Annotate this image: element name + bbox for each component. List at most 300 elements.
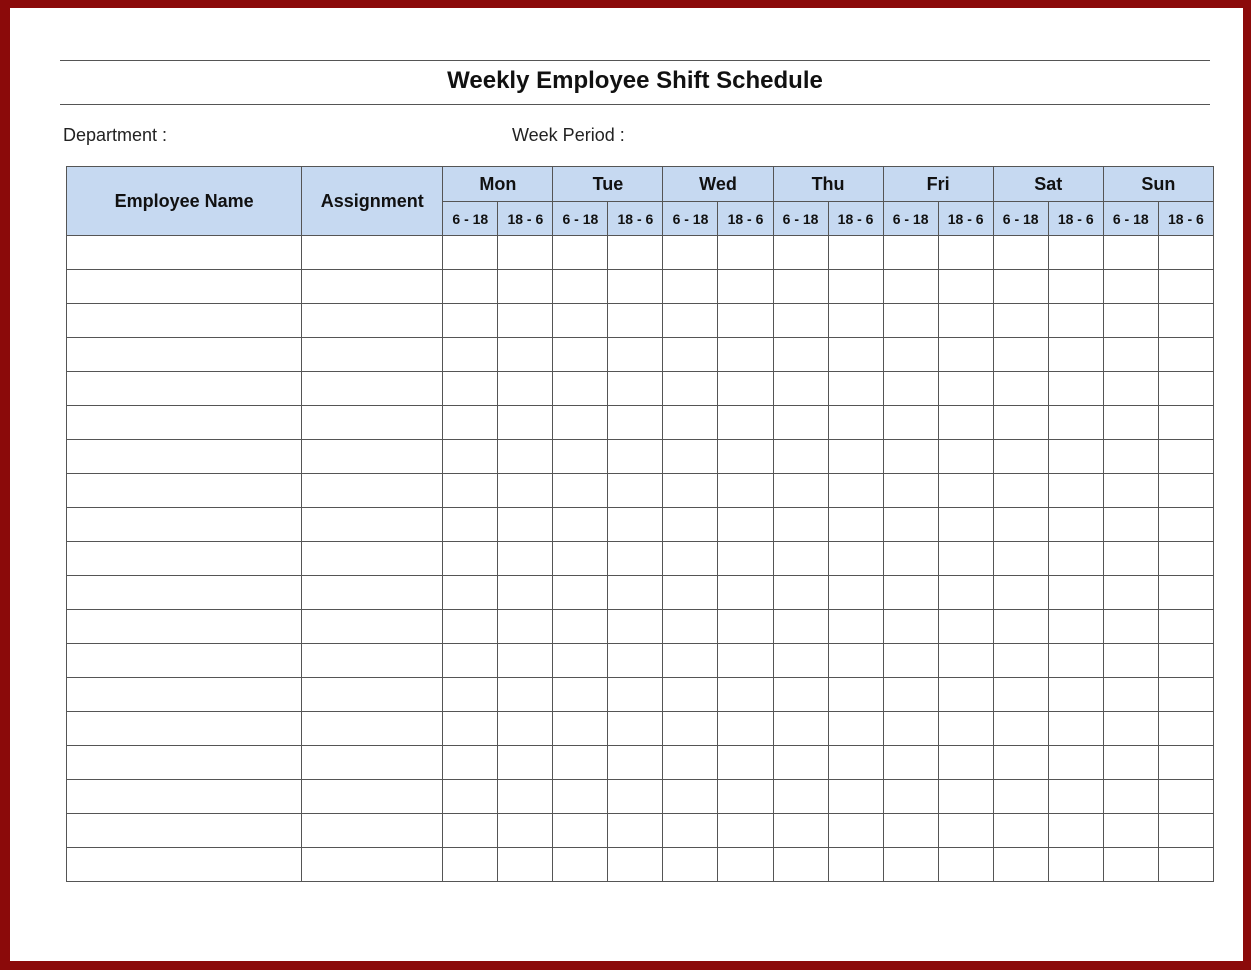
shift-cell[interactable] — [498, 304, 553, 338]
shift-cell[interactable] — [498, 270, 553, 304]
shift-cell[interactable] — [1103, 746, 1158, 780]
shift-cell[interactable] — [1103, 440, 1158, 474]
shift-cell[interactable] — [938, 712, 993, 746]
shift-cell[interactable] — [718, 338, 773, 372]
shift-cell[interactable] — [993, 780, 1048, 814]
employee-name-cell[interactable] — [67, 304, 302, 338]
shift-cell[interactable] — [883, 474, 938, 508]
shift-cell[interactable] — [608, 610, 663, 644]
shift-cell[interactable] — [828, 440, 883, 474]
shift-cell[interactable] — [608, 236, 663, 270]
shift-cell[interactable] — [828, 474, 883, 508]
shift-cell[interactable] — [1103, 814, 1158, 848]
shift-cell[interactable] — [663, 270, 718, 304]
shift-cell[interactable] — [608, 678, 663, 712]
shift-cell[interactable] — [993, 678, 1048, 712]
shift-cell[interactable] — [608, 780, 663, 814]
shift-cell[interactable] — [718, 372, 773, 406]
shift-cell[interactable] — [938, 678, 993, 712]
shift-cell[interactable] — [883, 576, 938, 610]
shift-cell[interactable] — [938, 746, 993, 780]
shift-cell[interactable] — [718, 542, 773, 576]
shift-cell[interactable] — [663, 746, 718, 780]
assignment-cell[interactable] — [302, 848, 443, 882]
shift-cell[interactable] — [498, 236, 553, 270]
shift-cell[interactable] — [718, 746, 773, 780]
shift-cell[interactable] — [1103, 610, 1158, 644]
shift-cell[interactable] — [773, 576, 828, 610]
shift-cell[interactable] — [553, 610, 608, 644]
shift-cell[interactable] — [1048, 542, 1103, 576]
shift-cell[interactable] — [993, 712, 1048, 746]
shift-cell[interactable] — [1048, 236, 1103, 270]
shift-cell[interactable] — [1048, 712, 1103, 746]
shift-cell[interactable] — [1158, 678, 1213, 712]
assignment-cell[interactable] — [302, 712, 443, 746]
shift-cell[interactable] — [993, 270, 1048, 304]
shift-cell[interactable] — [993, 610, 1048, 644]
shift-cell[interactable] — [1103, 372, 1158, 406]
shift-cell[interactable] — [553, 508, 608, 542]
shift-cell[interactable] — [1103, 270, 1158, 304]
shift-cell[interactable] — [773, 610, 828, 644]
shift-cell[interactable] — [993, 236, 1048, 270]
assignment-cell[interactable] — [302, 304, 443, 338]
shift-cell[interactable] — [828, 576, 883, 610]
shift-cell[interactable] — [663, 576, 718, 610]
shift-cell[interactable] — [1158, 304, 1213, 338]
shift-cell[interactable] — [883, 610, 938, 644]
shift-cell[interactable] — [1048, 848, 1103, 882]
shift-cell[interactable] — [828, 610, 883, 644]
shift-cell[interactable] — [498, 406, 553, 440]
shift-cell[interactable] — [938, 406, 993, 440]
shift-cell[interactable] — [553, 406, 608, 440]
shift-cell[interactable] — [1158, 814, 1213, 848]
shift-cell[interactable] — [663, 848, 718, 882]
shift-cell[interactable] — [1048, 372, 1103, 406]
shift-cell[interactable] — [1103, 474, 1158, 508]
shift-cell[interactable] — [883, 508, 938, 542]
shift-cell[interactable] — [828, 236, 883, 270]
shift-cell[interactable] — [883, 780, 938, 814]
shift-cell[interactable] — [773, 406, 828, 440]
shift-cell[interactable] — [1103, 848, 1158, 882]
shift-cell[interactable] — [498, 338, 553, 372]
assignment-cell[interactable] — [302, 236, 443, 270]
assignment-cell[interactable] — [302, 780, 443, 814]
shift-cell[interactable] — [1103, 780, 1158, 814]
shift-cell[interactable] — [608, 474, 663, 508]
shift-cell[interactable] — [663, 508, 718, 542]
shift-cell[interactable] — [443, 644, 498, 678]
shift-cell[interactable] — [1103, 678, 1158, 712]
shift-cell[interactable] — [993, 338, 1048, 372]
shift-cell[interactable] — [553, 746, 608, 780]
shift-cell[interactable] — [663, 338, 718, 372]
shift-cell[interactable] — [553, 304, 608, 338]
shift-cell[interactable] — [938, 780, 993, 814]
shift-cell[interactable] — [773, 338, 828, 372]
shift-cell[interactable] — [883, 848, 938, 882]
shift-cell[interactable] — [498, 814, 553, 848]
shift-cell[interactable] — [498, 610, 553, 644]
shift-cell[interactable] — [608, 338, 663, 372]
shift-cell[interactable] — [938, 610, 993, 644]
employee-name-cell[interactable] — [67, 508, 302, 542]
shift-cell[interactable] — [883, 270, 938, 304]
shift-cell[interactable] — [1103, 236, 1158, 270]
employee-name-cell[interactable] — [67, 712, 302, 746]
shift-cell[interactable] — [938, 304, 993, 338]
shift-cell[interactable] — [498, 474, 553, 508]
assignment-cell[interactable] — [302, 542, 443, 576]
shift-cell[interactable] — [553, 542, 608, 576]
shift-cell[interactable] — [883, 236, 938, 270]
shift-cell[interactable] — [883, 644, 938, 678]
shift-cell[interactable] — [718, 576, 773, 610]
employee-name-cell[interactable] — [67, 406, 302, 440]
shift-cell[interactable] — [938, 508, 993, 542]
shift-cell[interactable] — [1158, 270, 1213, 304]
shift-cell[interactable] — [498, 576, 553, 610]
shift-cell[interactable] — [553, 440, 608, 474]
employee-name-cell[interactable] — [67, 474, 302, 508]
assignment-cell[interactable] — [302, 508, 443, 542]
shift-cell[interactable] — [718, 406, 773, 440]
shift-cell[interactable] — [773, 542, 828, 576]
shift-cell[interactable] — [498, 678, 553, 712]
shift-cell[interactable] — [553, 474, 608, 508]
shift-cell[interactable] — [828, 678, 883, 712]
shift-cell[interactable] — [553, 780, 608, 814]
shift-cell[interactable] — [773, 746, 828, 780]
shift-cell[interactable] — [773, 474, 828, 508]
shift-cell[interactable] — [828, 746, 883, 780]
assignment-cell[interactable] — [302, 576, 443, 610]
shift-cell[interactable] — [883, 372, 938, 406]
shift-cell[interactable] — [1158, 610, 1213, 644]
shift-cell[interactable] — [1048, 508, 1103, 542]
shift-cell[interactable] — [443, 508, 498, 542]
shift-cell[interactable] — [993, 474, 1048, 508]
shift-cell[interactable] — [938, 848, 993, 882]
shift-cell[interactable] — [718, 236, 773, 270]
shift-cell[interactable] — [993, 542, 1048, 576]
employee-name-cell[interactable] — [67, 848, 302, 882]
shift-cell[interactable] — [1103, 712, 1158, 746]
shift-cell[interactable] — [828, 508, 883, 542]
shift-cell[interactable] — [1103, 304, 1158, 338]
shift-cell[interactable] — [883, 338, 938, 372]
shift-cell[interactable] — [1158, 644, 1213, 678]
shift-cell[interactable] — [663, 814, 718, 848]
assignment-cell[interactable] — [302, 610, 443, 644]
shift-cell[interactable] — [1103, 338, 1158, 372]
shift-cell[interactable] — [993, 440, 1048, 474]
shift-cell[interactable] — [663, 406, 718, 440]
shift-cell[interactable] — [608, 508, 663, 542]
shift-cell[interactable] — [443, 814, 498, 848]
shift-cell[interactable] — [718, 474, 773, 508]
shift-cell[interactable] — [1048, 576, 1103, 610]
shift-cell[interactable] — [938, 644, 993, 678]
shift-cell[interactable] — [663, 474, 718, 508]
shift-cell[interactable] — [553, 712, 608, 746]
shift-cell[interactable] — [608, 712, 663, 746]
shift-cell[interactable] — [663, 440, 718, 474]
shift-cell[interactable] — [1158, 508, 1213, 542]
shift-cell[interactable] — [608, 848, 663, 882]
shift-cell[interactable] — [1158, 372, 1213, 406]
shift-cell[interactable] — [773, 814, 828, 848]
shift-cell[interactable] — [553, 644, 608, 678]
shift-cell[interactable] — [663, 542, 718, 576]
shift-cell[interactable] — [663, 712, 718, 746]
shift-cell[interactable] — [608, 542, 663, 576]
shift-cell[interactable] — [938, 372, 993, 406]
shift-cell[interactable] — [1048, 610, 1103, 644]
shift-cell[interactable] — [663, 372, 718, 406]
shift-cell[interactable] — [443, 304, 498, 338]
shift-cell[interactable] — [993, 508, 1048, 542]
assignment-cell[interactable] — [302, 474, 443, 508]
shift-cell[interactable] — [718, 848, 773, 882]
shift-cell[interactable] — [1048, 440, 1103, 474]
shift-cell[interactable] — [1158, 440, 1213, 474]
employee-name-cell[interactable] — [67, 780, 302, 814]
shift-cell[interactable] — [718, 712, 773, 746]
employee-name-cell[interactable] — [67, 746, 302, 780]
shift-cell[interactable] — [1158, 576, 1213, 610]
employee-name-cell[interactable] — [67, 542, 302, 576]
shift-cell[interactable] — [938, 236, 993, 270]
shift-cell[interactable] — [828, 270, 883, 304]
shift-cell[interactable] — [1048, 338, 1103, 372]
employee-name-cell[interactable] — [67, 440, 302, 474]
shift-cell[interactable] — [773, 508, 828, 542]
shift-cell[interactable] — [1048, 270, 1103, 304]
shift-cell[interactable] — [938, 814, 993, 848]
shift-cell[interactable] — [553, 372, 608, 406]
shift-cell[interactable] — [443, 236, 498, 270]
employee-name-cell[interactable] — [67, 814, 302, 848]
shift-cell[interactable] — [1158, 848, 1213, 882]
shift-cell[interactable] — [718, 440, 773, 474]
shift-cell[interactable] — [608, 644, 663, 678]
shift-cell[interactable] — [1048, 474, 1103, 508]
shift-cell[interactable] — [773, 270, 828, 304]
shift-cell[interactable] — [773, 236, 828, 270]
shift-cell[interactable] — [663, 644, 718, 678]
shift-cell[interactable] — [773, 372, 828, 406]
shift-cell[interactable] — [1048, 780, 1103, 814]
shift-cell[interactable] — [443, 270, 498, 304]
shift-cell[interactable] — [1158, 236, 1213, 270]
shift-cell[interactable] — [883, 678, 938, 712]
shift-cell[interactable] — [993, 576, 1048, 610]
shift-cell[interactable] — [883, 712, 938, 746]
shift-cell[interactable] — [498, 644, 553, 678]
shift-cell[interactable] — [608, 746, 663, 780]
shift-cell[interactable] — [828, 372, 883, 406]
shift-cell[interactable] — [938, 440, 993, 474]
shift-cell[interactable] — [553, 338, 608, 372]
shift-cell[interactable] — [828, 712, 883, 746]
shift-cell[interactable] — [828, 338, 883, 372]
shift-cell[interactable] — [993, 814, 1048, 848]
shift-cell[interactable] — [663, 236, 718, 270]
shift-cell[interactable] — [498, 712, 553, 746]
shift-cell[interactable] — [1103, 542, 1158, 576]
shift-cell[interactable] — [608, 406, 663, 440]
shift-cell[interactable] — [718, 304, 773, 338]
shift-cell[interactable] — [718, 780, 773, 814]
assignment-cell[interactable] — [302, 746, 443, 780]
shift-cell[interactable] — [663, 610, 718, 644]
shift-cell[interactable] — [1158, 746, 1213, 780]
shift-cell[interactable] — [938, 576, 993, 610]
shift-cell[interactable] — [938, 542, 993, 576]
shift-cell[interactable] — [443, 712, 498, 746]
assignment-cell[interactable] — [302, 372, 443, 406]
shift-cell[interactable] — [498, 440, 553, 474]
shift-cell[interactable] — [498, 372, 553, 406]
shift-cell[interactable] — [993, 746, 1048, 780]
shift-cell[interactable] — [443, 848, 498, 882]
employee-name-cell[interactable] — [67, 576, 302, 610]
shift-cell[interactable] — [443, 678, 498, 712]
assignment-cell[interactable] — [302, 678, 443, 712]
shift-cell[interactable] — [828, 644, 883, 678]
shift-cell[interactable] — [443, 542, 498, 576]
shift-cell[interactable] — [443, 474, 498, 508]
shift-cell[interactable] — [1103, 644, 1158, 678]
shift-cell[interactable] — [828, 304, 883, 338]
shift-cell[interactable] — [718, 644, 773, 678]
shift-cell[interactable] — [1158, 542, 1213, 576]
shift-cell[interactable] — [1158, 712, 1213, 746]
assignment-cell[interactable] — [302, 440, 443, 474]
shift-cell[interactable] — [938, 338, 993, 372]
employee-name-cell[interactable] — [67, 270, 302, 304]
shift-cell[interactable] — [718, 270, 773, 304]
shift-cell[interactable] — [773, 678, 828, 712]
employee-name-cell[interactable] — [67, 678, 302, 712]
shift-cell[interactable] — [1048, 304, 1103, 338]
shift-cell[interactable] — [718, 678, 773, 712]
shift-cell[interactable] — [553, 848, 608, 882]
employee-name-cell[interactable] — [67, 236, 302, 270]
shift-cell[interactable] — [828, 814, 883, 848]
shift-cell[interactable] — [498, 848, 553, 882]
shift-cell[interactable] — [553, 678, 608, 712]
shift-cell[interactable] — [938, 474, 993, 508]
shift-cell[interactable] — [1158, 780, 1213, 814]
employee-name-cell[interactable] — [67, 338, 302, 372]
shift-cell[interactable] — [443, 338, 498, 372]
shift-cell[interactable] — [883, 746, 938, 780]
shift-cell[interactable] — [773, 644, 828, 678]
shift-cell[interactable] — [883, 406, 938, 440]
shift-cell[interactable] — [443, 372, 498, 406]
shift-cell[interactable] — [828, 848, 883, 882]
shift-cell[interactable] — [828, 780, 883, 814]
shift-cell[interactable] — [938, 270, 993, 304]
shift-cell[interactable] — [773, 440, 828, 474]
shift-cell[interactable] — [1158, 474, 1213, 508]
shift-cell[interactable] — [553, 576, 608, 610]
shift-cell[interactable] — [553, 270, 608, 304]
shift-cell[interactable] — [1048, 814, 1103, 848]
shift-cell[interactable] — [443, 746, 498, 780]
shift-cell[interactable] — [1048, 746, 1103, 780]
employee-name-cell[interactable] — [67, 644, 302, 678]
shift-cell[interactable] — [663, 780, 718, 814]
shift-cell[interactable] — [1048, 644, 1103, 678]
assignment-cell[interactable] — [302, 338, 443, 372]
shift-cell[interactable] — [443, 780, 498, 814]
employee-name-cell[interactable] — [67, 372, 302, 406]
shift-cell[interactable] — [608, 372, 663, 406]
shift-cell[interactable] — [553, 236, 608, 270]
shift-cell[interactable] — [773, 304, 828, 338]
shift-cell[interactable] — [498, 746, 553, 780]
assignment-cell[interactable] — [302, 270, 443, 304]
shift-cell[interactable] — [993, 644, 1048, 678]
shift-cell[interactable] — [993, 406, 1048, 440]
shift-cell[interactable] — [663, 678, 718, 712]
shift-cell[interactable] — [608, 440, 663, 474]
shift-cell[interactable] — [608, 576, 663, 610]
assignment-cell[interactable] — [302, 406, 443, 440]
assignment-cell[interactable] — [302, 644, 443, 678]
shift-cell[interactable] — [993, 372, 1048, 406]
shift-cell[interactable] — [1103, 406, 1158, 440]
shift-cell[interactable] — [498, 508, 553, 542]
shift-cell[interactable] — [828, 542, 883, 576]
shift-cell[interactable] — [608, 270, 663, 304]
shift-cell[interactable] — [443, 610, 498, 644]
shift-cell[interactable] — [608, 814, 663, 848]
shift-cell[interactable] — [663, 304, 718, 338]
shift-cell[interactable] — [608, 304, 663, 338]
shift-cell[interactable] — [1048, 406, 1103, 440]
shift-cell[interactable] — [718, 610, 773, 644]
shift-cell[interactable] — [773, 848, 828, 882]
shift-cell[interactable] — [883, 814, 938, 848]
shift-cell[interactable] — [718, 814, 773, 848]
shift-cell[interactable] — [993, 848, 1048, 882]
shift-cell[interactable] — [1103, 508, 1158, 542]
assignment-cell[interactable] — [302, 814, 443, 848]
shift-cell[interactable] — [498, 542, 553, 576]
shift-cell[interactable] — [443, 576, 498, 610]
shift-cell[interactable] — [773, 780, 828, 814]
shift-cell[interactable] — [1103, 576, 1158, 610]
employee-name-cell[interactable] — [67, 610, 302, 644]
shift-cell[interactable] — [498, 780, 553, 814]
shift-cell[interactable] — [883, 440, 938, 474]
shift-cell[interactable] — [828, 406, 883, 440]
shift-cell[interactable] — [718, 508, 773, 542]
shift-cell[interactable] — [773, 712, 828, 746]
shift-cell[interactable] — [993, 304, 1048, 338]
shift-cell[interactable] — [1158, 406, 1213, 440]
shift-cell[interactable] — [443, 406, 498, 440]
shift-cell[interactable] — [1048, 678, 1103, 712]
shift-cell[interactable] — [883, 304, 938, 338]
